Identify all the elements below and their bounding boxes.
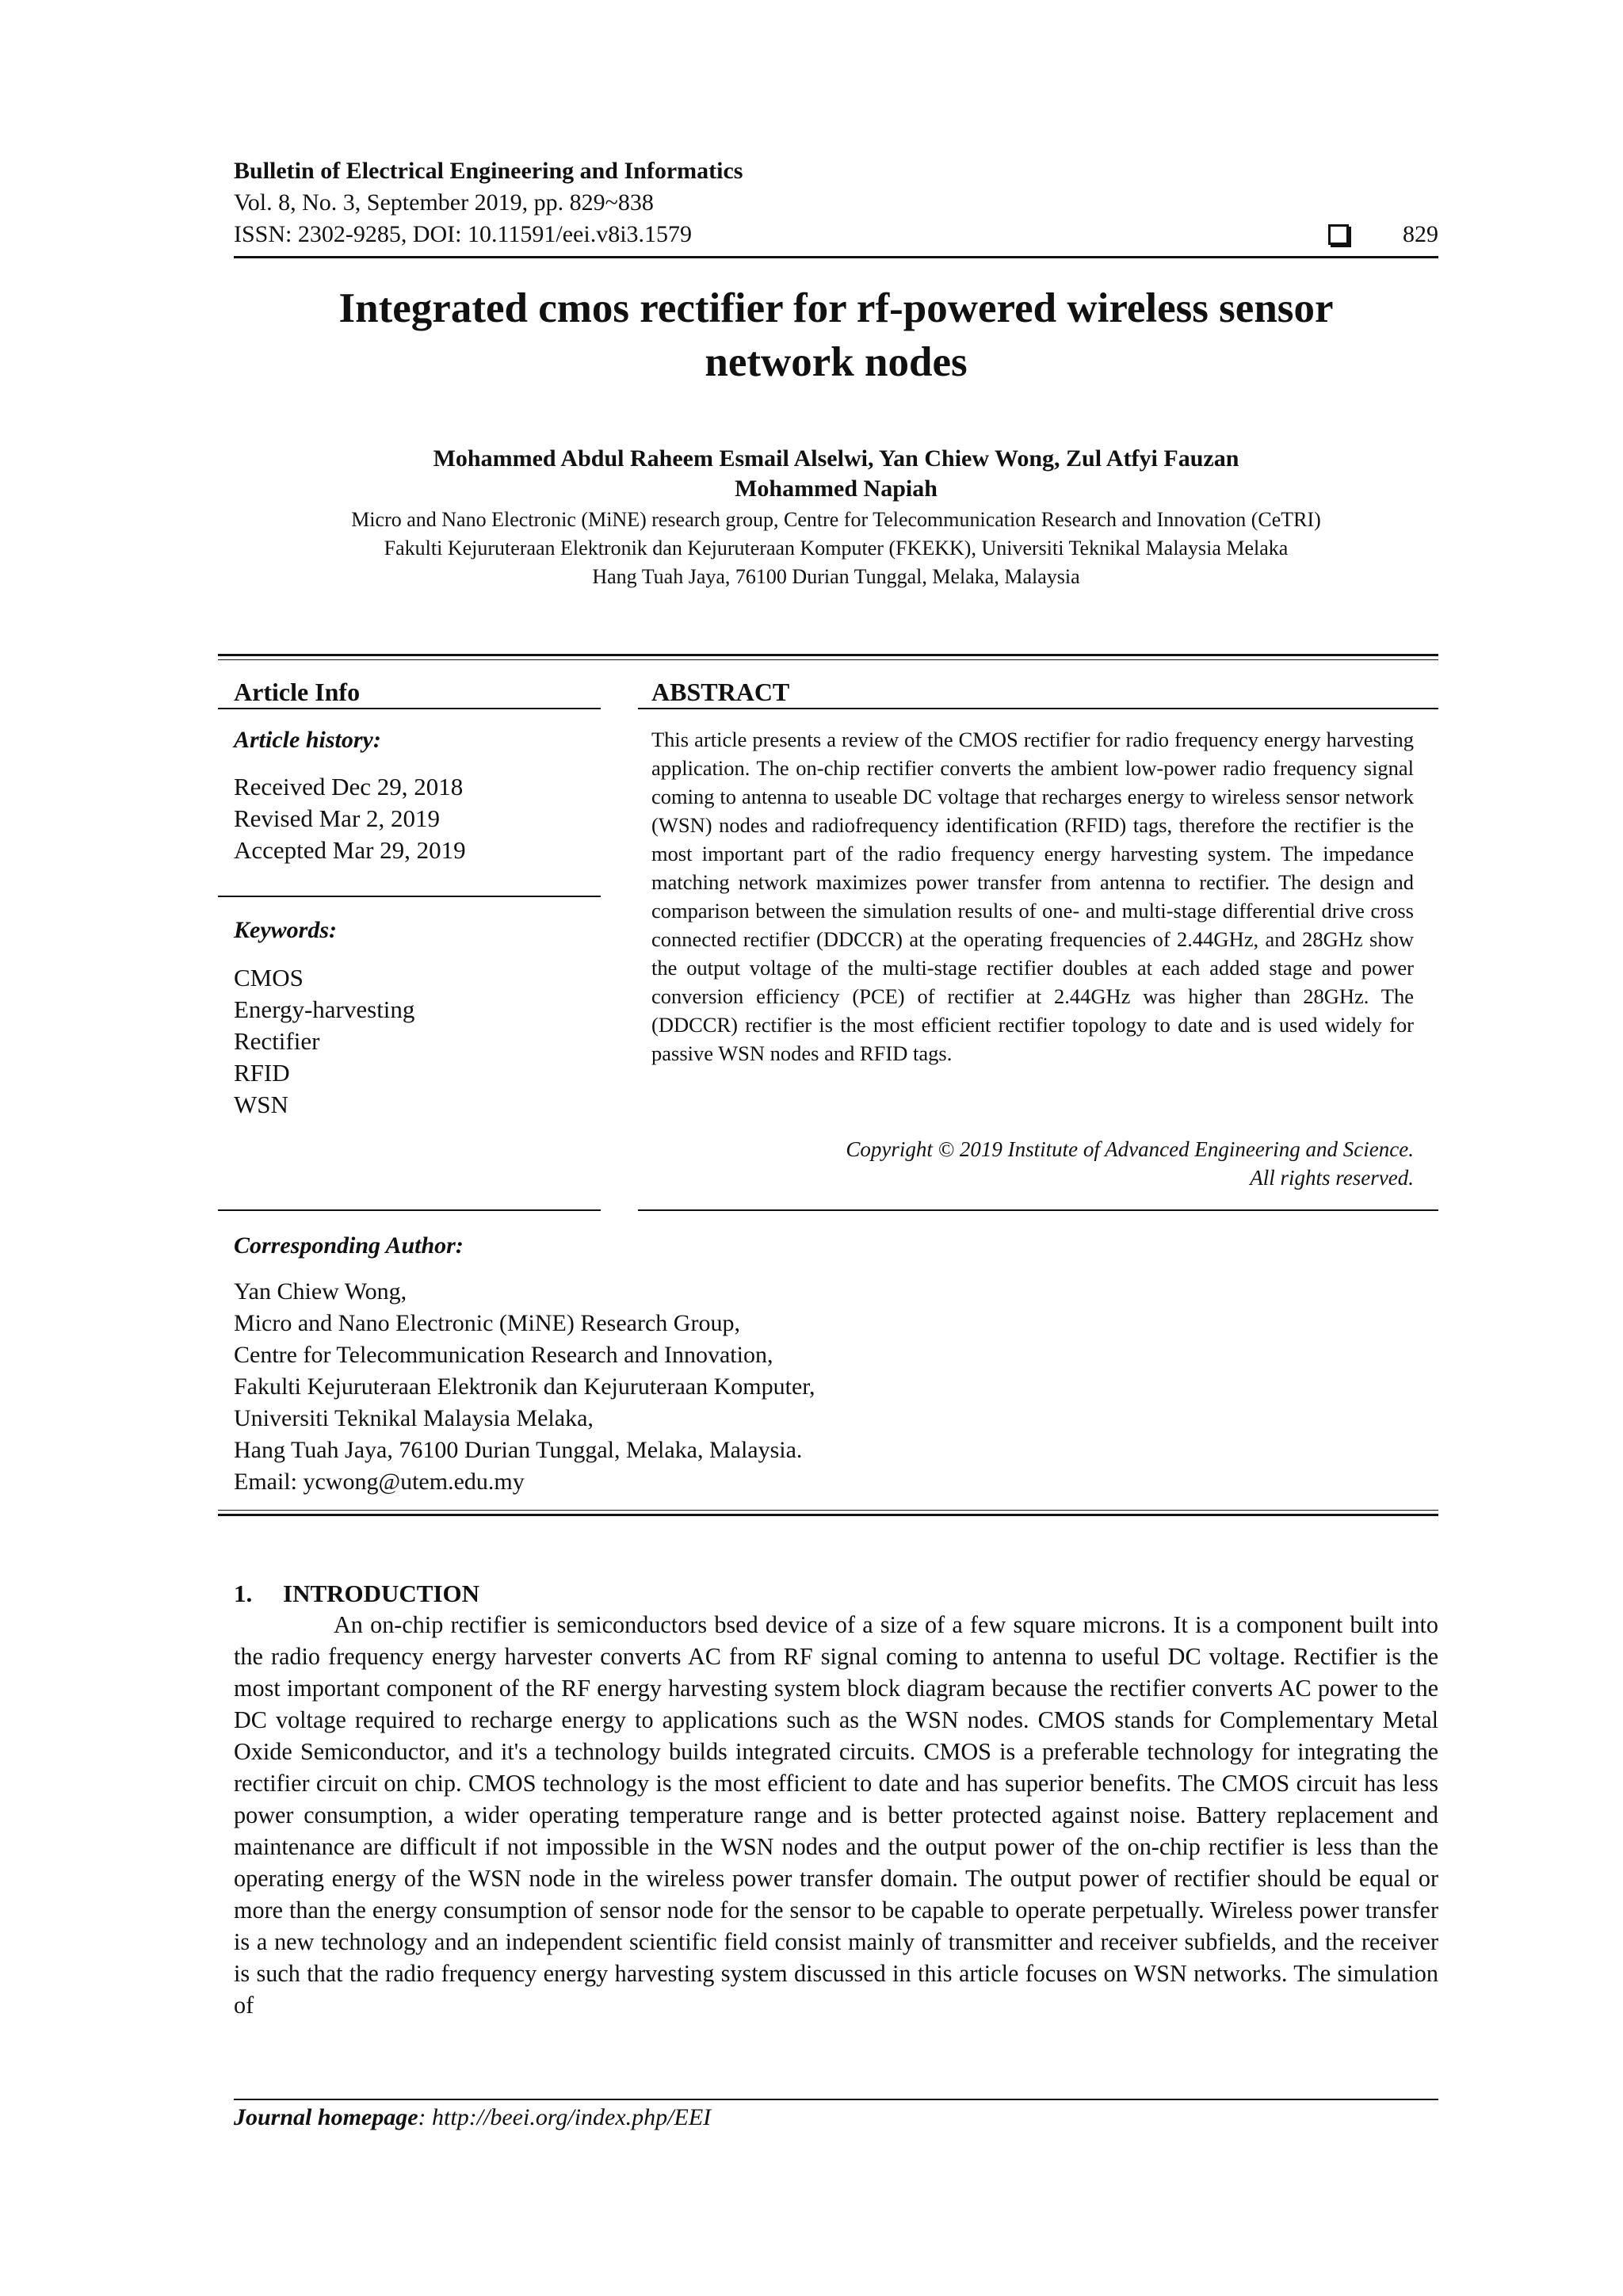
page-number: 829 [1403, 221, 1438, 247]
author-address: Hang Tuah Jaya, 76100 Durian Tunggal, Melaka, Malaysia. [234, 1437, 803, 1463]
authors-line-1: Mohammed Abdul Raheem Esmail Alselwi, Yan Chiew Wong, Zul Atfyi Fauzan [433, 445, 1239, 472]
affiliation-line: Fakulti Kejuruteraan Elektronik dan Kejuruteraan Komputer (FKEKK), Universiti Teknikal Malaysia Melaka [384, 537, 1289, 560]
introduction-body [234, 1609, 1438, 2021]
footer-rule [234, 2099, 1438, 2100]
author-email: Email: ycwong@utem.edu.my [234, 1469, 525, 1495]
header-rule [234, 256, 1438, 258]
article-history-heading: Article history: [234, 727, 381, 753]
affiliation-line: Hang Tuah Jaya, 76100 Durian Tunggal, Melaka, Malaysia [592, 565, 1080, 588]
abstract-text: This article presents a review of the CMOS rectifier for radio frequency energy harvesting application. The on-chip rectifier converts the ambient low-power radio frequency signal coming to antenna to useable DC voltage that recharges energy to wireless sensor network (WSN) nodes and radiofrequency identification (RFID) tags, therefore the rectifier is the most important part of the radio frequency energy harvesting system. The impedance matching network maximizes power transfer from antenna to rectifier. The design and comparison between the simulation results of one- and multi-stage differential drive cross connected rectifier (DDCCR) at the operating frequencies of 2.44GHz, and 28GHz show the output voltage of the multi-stage rectifier doubles at each added stage and power conversion efficiency (PCE) of rectifier at 2.44GHz was higher than 28GHz. The (DDCCR) rectifier is the most efficient rectifier topology to date and is used widely for passive WSN nodes and RFID tags. [651, 728, 1414, 1065]
article-info-rule [218, 708, 601, 709]
corresponding-author-details [234, 1276, 1185, 1498]
authors [234, 444, 1438, 504]
volume-info: Vol. 8, No. 3, September 2019, pp. 829~838 [234, 189, 654, 216]
copyright [651, 1135, 1414, 1192]
paper-title [234, 281, 1438, 389]
corresponding-author-heading: Corresponding Author: [234, 1232, 464, 1259]
homepage-label: Journal homepage [234, 2104, 418, 2130]
checkbox-icon [1328, 224, 1349, 245]
author-university: Universiti Teknikal Malaysia Melaka, [234, 1405, 594, 1431]
journal-name: Bulletin of Electrical Engineering and Informatics [234, 158, 743, 184]
affiliation [234, 506, 1438, 591]
copyright-line-1: Copyright © 2019 Institute of Advanced Engineering and Science. [846, 1137, 1414, 1161]
title-line-2: network nodes [705, 339, 968, 385]
abstract-rule [638, 708, 1438, 709]
journal-homepage [234, 2104, 711, 2131]
abstract-end-rule [638, 1209, 1438, 1211]
author-name: Yan Chiew Wong, [234, 1278, 407, 1305]
copyright-line-2: All rights reserved. [1250, 1166, 1414, 1190]
introduction-paragraph: An on-chip rectifier is semiconductors bsed device of a size of a few square microns. It is a component built into the radio frequency energy harvester converts AC from RF signal coming to antenna to useful DC voltage. Rectifier is the most important component of the RF energy harvesting system block diagram because the rectifier converts AC power to the DC voltage required to recharge energy to applications such as the WSN nodes. CMOS stands for Complementary Metal Oxide Semiconductor, and it's a technology builds integrated circuits. CMOS is a preferable technology for integrating the rectifier circuit on chip. CMOS technology is the most efficient to date and has superior benefits. The CMOS circuit has less power consumption, a wider operating temperature range and is better protected against noise. Battery replacement and maintenance are difficult if not impossible in the WSN nodes and the output power of the on-chip rectifier is less than the operating energy of the WSN node in the wireless power transfer domain. The output power of rectifier should be equal or more than the energy consumption of sensor node for the sensor to be capable to operate perpetually. Wireless power transfer is a new technology and an independent scientific field consist mainly of transmitter and receiver subfields, and the receiver is such that the radio frequency energy harvesting system discussed in this article focuses on WSN networks. The simulation of [234, 1611, 1438, 2019]
abstract-heading: ABSTRACT [651, 678, 790, 706]
article-info-heading: Article Info [234, 678, 361, 706]
title-line-1: Integrated cmos rectifier for rf-powered wireless sensor [338, 285, 1334, 331]
issn-doi: ISSN: 2302-9285, DOI: 10.11591/eei.v8i3.1579 [234, 221, 693, 247]
author-faculty: Fakulti Kejuruteraan Elektronik dan Kejuruteraan Komputer, [234, 1373, 815, 1400]
info-box-top-rule [218, 654, 1438, 656]
page-number-block [1328, 219, 1438, 250]
introduction-heading: 1. INTRODUCTION [234, 1580, 480, 1607]
author-group: Micro and Nano Electronic (MiNE) Research Group, [234, 1310, 740, 1336]
authors-line-2: Mohammed Napiah [735, 476, 938, 502]
article-history [234, 771, 466, 866]
author-centre: Centre for Telecommunication Research and Innovation, [234, 1342, 773, 1368]
keyword: Energy-harvesting [234, 995, 415, 1023]
info-box-top-rule-thin [218, 659, 1438, 660]
keywords-heading: Keywords: [234, 917, 337, 943]
homepage-url[interactable]: : http://beei.org/index.php/EEI [418, 2104, 712, 2130]
journal-header [234, 155, 1438, 250]
accepted-date: Accepted Mar 29, 2019 [234, 836, 466, 864]
received-date: Received Dec 29, 2018 [234, 773, 464, 800]
keywords-list [234, 962, 414, 1121]
revised-date: Revised Mar 2, 2019 [234, 804, 441, 832]
info-box-bottom-rule-thin [218, 1510, 1438, 1511]
keyword: RFID [234, 1059, 290, 1087]
history-end-rule [218, 896, 601, 897]
affiliation-line: Micro and Nano Electronic (MiNE) research group, Centre for Telecommunication Research and Innovation (CeTRI) [351, 508, 1321, 531]
keyword: WSN [234, 1091, 288, 1118]
keywords-end-rule [218, 1209, 601, 1211]
keyword: Rectifier [234, 1027, 320, 1055]
keyword: CMOS [234, 964, 304, 991]
info-box-bottom-rule [218, 1514, 1438, 1516]
